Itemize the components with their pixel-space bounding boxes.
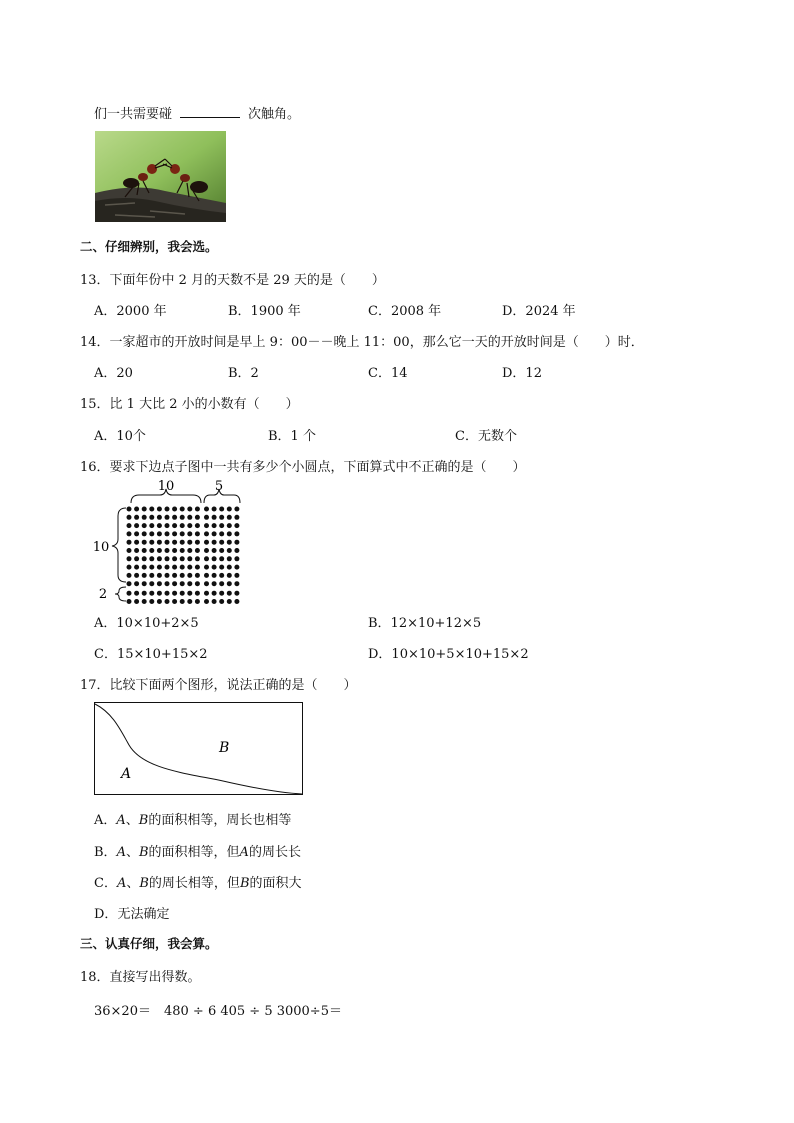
dot bbox=[180, 507, 185, 512]
dot bbox=[219, 548, 224, 553]
dot bbox=[187, 581, 192, 586]
dot bbox=[142, 548, 147, 553]
dot bbox=[195, 531, 200, 536]
dot bbox=[172, 573, 177, 578]
dot bbox=[180, 591, 185, 596]
section-2-heading: 二、仔细辨别，我会选。 bbox=[80, 239, 218, 254]
dot bbox=[165, 599, 170, 604]
q15-option-b[interactable]: B．1 个 bbox=[268, 429, 316, 444]
dot bbox=[134, 548, 139, 553]
q15-stem: 15．比 1 大比 2 小的小数有（ ） bbox=[80, 397, 299, 412]
dot bbox=[219, 556, 224, 561]
dot bbox=[227, 565, 232, 570]
dot bbox=[142, 507, 147, 512]
dot bbox=[134, 599, 139, 604]
dot bbox=[234, 515, 239, 520]
dot bbox=[157, 573, 162, 578]
dot bbox=[127, 515, 132, 520]
dot bbox=[180, 531, 185, 536]
brace-label-top-left: 10 bbox=[157, 479, 175, 494]
dot bbox=[165, 556, 170, 561]
dot bbox=[134, 565, 139, 570]
dot bbox=[127, 581, 132, 586]
dot bbox=[227, 523, 232, 528]
dot bbox=[219, 515, 224, 520]
dot bbox=[180, 540, 185, 545]
dot bbox=[157, 515, 162, 520]
dot bbox=[172, 548, 177, 553]
dot bbox=[172, 581, 177, 586]
dot bbox=[165, 581, 170, 586]
dot bbox=[157, 523, 162, 528]
dot bbox=[212, 591, 217, 596]
q17-option-b[interactable]: B．A、B的面积相等，但A的周长长 bbox=[94, 845, 301, 860]
region-label-b: B bbox=[219, 740, 230, 756]
dot bbox=[204, 515, 209, 520]
dot bbox=[134, 507, 139, 512]
dot bbox=[219, 565, 224, 570]
dot bbox=[234, 565, 239, 570]
q16-option-d[interactable]: D．10×10+5×10+15×2 bbox=[368, 647, 529, 662]
dot bbox=[204, 581, 209, 586]
dot bbox=[134, 515, 139, 520]
dot bbox=[227, 548, 232, 553]
brace-label-left-bottom: 2 bbox=[98, 587, 108, 602]
q16-option-a[interactable]: A．10×10+2×5 bbox=[94, 616, 199, 631]
dot bbox=[234, 548, 239, 553]
brace-left-bottom bbox=[115, 587, 126, 601]
dot bbox=[187, 548, 192, 553]
dot bbox=[165, 540, 170, 545]
dot bbox=[227, 599, 232, 604]
dot bbox=[219, 591, 224, 596]
dot bbox=[219, 531, 224, 536]
dot bbox=[172, 556, 177, 561]
dot bbox=[127, 523, 132, 528]
dot bbox=[127, 540, 132, 545]
dot bbox=[157, 599, 162, 604]
dot bbox=[172, 599, 177, 604]
dot-grid bbox=[127, 507, 240, 605]
dot bbox=[172, 515, 177, 520]
dot bbox=[172, 540, 177, 545]
dot bbox=[195, 540, 200, 545]
dot bbox=[142, 531, 147, 536]
dot bbox=[149, 515, 154, 520]
dot bbox=[212, 565, 217, 570]
dot bbox=[227, 591, 232, 596]
brace-label-left-top: 10 bbox=[92, 540, 110, 555]
dot bbox=[195, 515, 200, 520]
dot bbox=[149, 540, 154, 545]
q12-tail-after: 次触角。 bbox=[248, 107, 301, 122]
dot bbox=[212, 523, 217, 528]
dot bbox=[234, 540, 239, 545]
dot bbox=[165, 515, 170, 520]
dot bbox=[227, 507, 232, 512]
dot bbox=[234, 573, 239, 578]
dot bbox=[212, 581, 217, 586]
dot bbox=[142, 565, 147, 570]
dot bbox=[157, 548, 162, 553]
dot bbox=[134, 540, 139, 545]
dot bbox=[134, 523, 139, 528]
dot bbox=[127, 573, 132, 578]
dot bbox=[195, 523, 200, 528]
dot bbox=[234, 507, 239, 512]
dot bbox=[142, 523, 147, 528]
q14-option-d[interactable]: D．12 bbox=[502, 366, 542, 381]
dot bbox=[204, 565, 209, 570]
dot bbox=[204, 523, 209, 528]
dot bbox=[212, 599, 217, 604]
dot bbox=[172, 531, 177, 536]
dot bbox=[165, 548, 170, 553]
q17-option-a[interactable]: A．A、B的面积相等，周长也相等 bbox=[94, 813, 292, 828]
q16-stem: 16．要求下边点子图中一共有多少个小圆点，下面算式中不正确的是（ ） bbox=[80, 460, 526, 475]
dot bbox=[234, 556, 239, 561]
q13-option-b[interactable]: B．1900 年 bbox=[228, 304, 301, 319]
q15-option-c[interactable]: C．无数个 bbox=[455, 429, 517, 444]
dot bbox=[127, 507, 132, 512]
dot bbox=[172, 507, 177, 512]
dot bbox=[187, 540, 192, 545]
dot bbox=[180, 599, 185, 604]
dot bbox=[227, 515, 232, 520]
q14-option-c[interactable]: C．14 bbox=[368, 366, 408, 381]
dot bbox=[149, 591, 154, 596]
dot bbox=[142, 581, 147, 586]
dot bbox=[195, 581, 200, 586]
dot bbox=[127, 565, 132, 570]
dot bbox=[134, 556, 139, 561]
dot bbox=[219, 573, 224, 578]
dot bbox=[149, 548, 154, 553]
dot bbox=[195, 507, 200, 512]
q18-stem: 18．直接写出得数。 bbox=[80, 970, 201, 985]
dot bbox=[187, 599, 192, 604]
q13-option-d[interactable]: D．2024 年 bbox=[502, 304, 576, 319]
dot bbox=[127, 599, 132, 604]
dot bbox=[142, 591, 147, 596]
dot bbox=[204, 556, 209, 561]
dot bbox=[219, 523, 224, 528]
dot bbox=[187, 573, 192, 578]
region-comparison-diagram bbox=[93, 701, 305, 797]
q14-stem: 14．一家超市的开放时间是早上 9：00－－晚上 11：00，那么它一天的开放时间是（ ）时． bbox=[80, 335, 644, 350]
q16-option-c[interactable]: C．15×10+15×2 bbox=[94, 647, 208, 662]
dot bbox=[149, 556, 154, 561]
dot bbox=[172, 565, 177, 570]
dot bbox=[165, 523, 170, 528]
q17-stem: 17．比较下面两个图形，说法正确的是（ ） bbox=[80, 678, 357, 693]
dot-array-diagram bbox=[88, 475, 258, 610]
dot bbox=[219, 581, 224, 586]
dot bbox=[172, 591, 177, 596]
q17-figure bbox=[93, 701, 305, 797]
dot bbox=[227, 531, 232, 536]
dot bbox=[157, 507, 162, 512]
dot bbox=[165, 591, 170, 596]
dot bbox=[234, 591, 239, 596]
dot bbox=[180, 548, 185, 553]
dot bbox=[195, 548, 200, 553]
q13-option-c[interactable]: C．2008 年 bbox=[368, 304, 442, 319]
dot bbox=[234, 531, 239, 536]
dot bbox=[149, 531, 154, 536]
dot bbox=[219, 507, 224, 512]
dot bbox=[187, 556, 192, 561]
dot bbox=[180, 515, 185, 520]
ant-photo-image bbox=[95, 131, 226, 222]
dot bbox=[204, 540, 209, 545]
dot bbox=[165, 507, 170, 512]
q13-stem: 13．下面年份中 2 月的天数不是 29 天的是（ ） bbox=[80, 273, 385, 288]
dot bbox=[195, 573, 200, 578]
dot bbox=[187, 507, 192, 512]
q15-option-a[interactable]: A．10个 bbox=[94, 429, 146, 444]
dot bbox=[195, 556, 200, 561]
dot bbox=[195, 565, 200, 570]
dot bbox=[219, 540, 224, 545]
dot bbox=[127, 591, 132, 596]
dot bbox=[204, 531, 209, 536]
q12-tail-before: 们一共需要碰 bbox=[94, 107, 173, 122]
dot bbox=[212, 540, 217, 545]
q18-calculation-line: 36×20＝ 480 ÷ 6 405 ÷ 5 3000÷5＝ bbox=[94, 1004, 342, 1019]
dot bbox=[204, 507, 209, 512]
brace-left-top bbox=[112, 508, 126, 582]
dot bbox=[142, 515, 147, 520]
dot bbox=[212, 507, 217, 512]
dot bbox=[149, 581, 154, 586]
dot bbox=[149, 523, 154, 528]
dot bbox=[149, 507, 154, 512]
dot bbox=[227, 581, 232, 586]
dot bbox=[234, 599, 239, 604]
q14-option-a[interactable]: A．20 bbox=[94, 366, 133, 381]
dot bbox=[187, 515, 192, 520]
brace-label-top-right: 5 bbox=[214, 479, 224, 494]
dot bbox=[195, 599, 200, 604]
dot bbox=[212, 548, 217, 553]
q17-option-d[interactable]: D．无法确定 bbox=[94, 907, 170, 922]
dot bbox=[187, 531, 192, 536]
section-3-heading: 三、认真仔细，我会算。 bbox=[80, 936, 218, 951]
dot bbox=[227, 540, 232, 545]
dot bbox=[195, 591, 200, 596]
q17-option-c[interactable]: C．A、B的周长相等，但B的面积大 bbox=[94, 876, 302, 891]
dot bbox=[204, 573, 209, 578]
dot bbox=[134, 531, 139, 536]
q13-option-a[interactable]: A．2000 年 bbox=[94, 304, 167, 319]
q16-dot-figure bbox=[88, 475, 258, 610]
q12-tail bbox=[94, 103, 300, 122]
dot bbox=[187, 565, 192, 570]
q16-option-b[interactable]: B．12×10+12×5 bbox=[368, 616, 482, 631]
dot bbox=[142, 573, 147, 578]
dot bbox=[180, 565, 185, 570]
dot bbox=[234, 523, 239, 528]
dot bbox=[149, 565, 154, 570]
dot bbox=[157, 581, 162, 586]
region-label-a: A bbox=[121, 766, 132, 782]
dot bbox=[204, 591, 209, 596]
dot bbox=[212, 515, 217, 520]
dot bbox=[187, 523, 192, 528]
dot bbox=[134, 591, 139, 596]
dot bbox=[149, 599, 154, 604]
dot bbox=[127, 556, 132, 561]
dot bbox=[172, 523, 177, 528]
q14-option-b[interactable]: B．2 bbox=[228, 366, 259, 381]
ant-photo bbox=[95, 131, 226, 222]
dot bbox=[134, 581, 139, 586]
dot bbox=[157, 591, 162, 596]
dot bbox=[204, 599, 209, 604]
dot bbox=[157, 565, 162, 570]
dot bbox=[165, 531, 170, 536]
dot bbox=[180, 573, 185, 578]
dot bbox=[204, 548, 209, 553]
dot bbox=[227, 573, 232, 578]
dot bbox=[127, 548, 132, 553]
dot bbox=[157, 531, 162, 536]
dot bbox=[142, 599, 147, 604]
dot bbox=[165, 573, 170, 578]
dot bbox=[180, 556, 185, 561]
dot bbox=[212, 556, 217, 561]
dot bbox=[149, 573, 154, 578]
dot bbox=[157, 556, 162, 561]
dot bbox=[227, 556, 232, 561]
dot bbox=[134, 573, 139, 578]
dot bbox=[157, 540, 162, 545]
dot bbox=[219, 599, 224, 604]
dot bbox=[142, 540, 147, 545]
dot bbox=[187, 591, 192, 596]
dot bbox=[212, 573, 217, 578]
dot bbox=[234, 581, 239, 586]
dot bbox=[180, 581, 185, 586]
dot bbox=[212, 531, 217, 536]
dot bbox=[165, 565, 170, 570]
answer-blank[interactable] bbox=[180, 105, 240, 118]
dot bbox=[180, 523, 185, 528]
dot bbox=[127, 531, 132, 536]
dot bbox=[142, 556, 147, 561]
